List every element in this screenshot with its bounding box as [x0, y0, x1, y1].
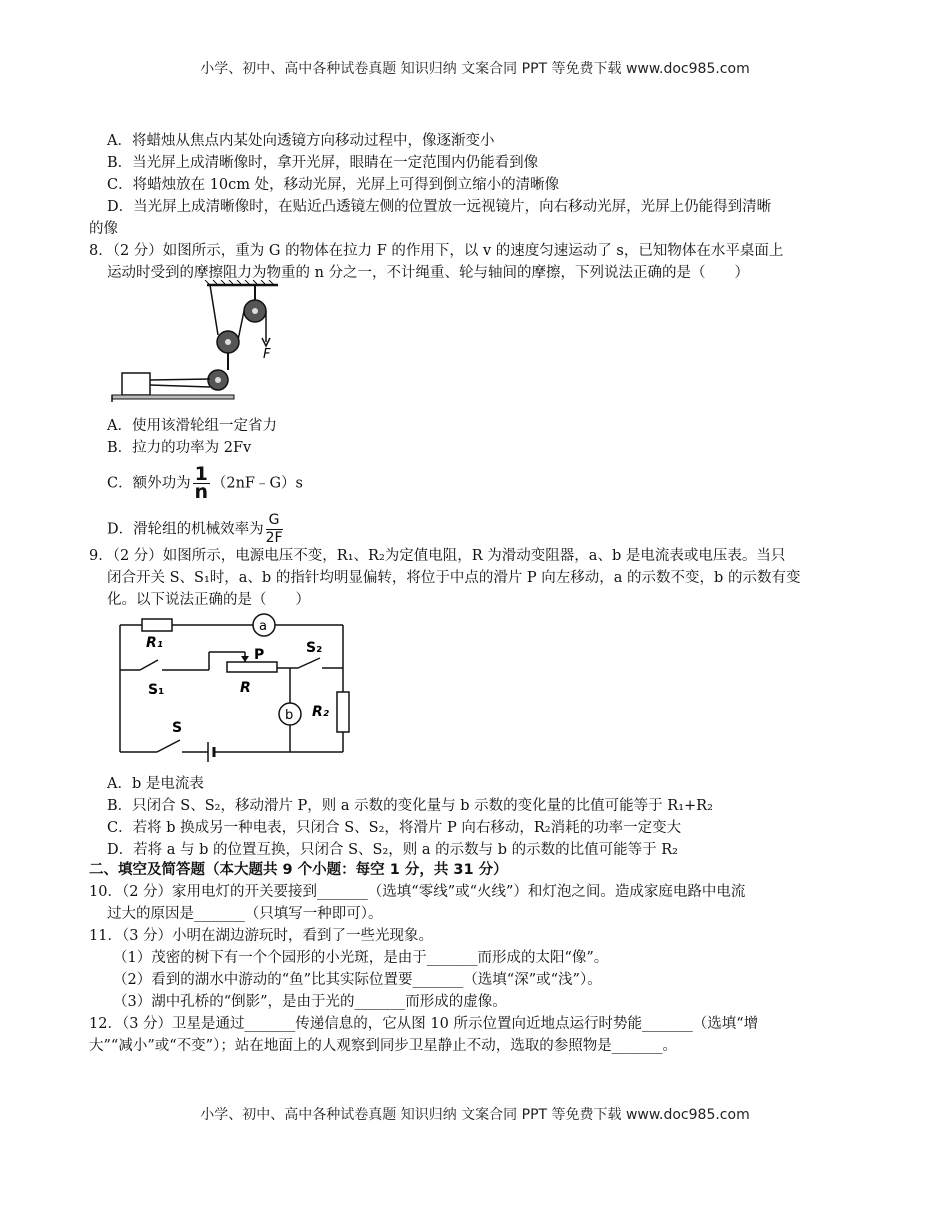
q10-line-1: 10．（2 分）家用电灯的开关要接到_______（选填“零线”或“火线”）和灯泡之间。造成家庭电路中电流	[89, 884, 746, 900]
q10-line-2: 过大的原因是_______（只填写一种即可）。	[107, 906, 383, 922]
q11-line-1: 11．（3 分）小明在湖边游玩时，看到了一些光现象。	[89, 928, 434, 944]
q8-c-denominator: n	[194, 481, 208, 503]
resistor-r1	[142, 619, 172, 631]
label-r2: R₂	[312, 704, 329, 720]
label-s2: S₂	[306, 640, 323, 656]
q8-option-c-suffix: （2nF﹣G）s	[211, 475, 303, 492]
q7-option-d: D．当光屏上成清晰像时，在贴近凸透镜左侧的位置放一远视镜片，向右移动光屏，光屏上仍能得到清晰	[107, 199, 772, 215]
q9-option-a: A．b 是电流表	[107, 776, 204, 792]
q8-c-numerator: 1	[194, 463, 208, 485]
q8-d-denominator: 2F	[265, 530, 283, 546]
meter-b-label: b	[285, 708, 294, 723]
q8-option-c-prefix: C．额外功为	[107, 475, 191, 492]
label-s1: S₁	[148, 682, 165, 698]
table	[112, 395, 234, 399]
q7-option-a: A．将蜡烛从焦点内某处向透镜方向移动过程中，像逐渐变小	[107, 133, 495, 149]
q7-option-d-cont: 的像	[89, 221, 118, 237]
q8-option-d-fraction	[266, 512, 283, 547]
q7-option-c: C．将蜡烛放在 10cm 处，移动光屏，光屏上可得到倒立缩小的清晰像	[107, 177, 560, 193]
switch-s2	[298, 658, 320, 668]
block	[122, 373, 150, 395]
force-label: F	[263, 347, 271, 362]
label-s: S	[172, 720, 183, 736]
q9-stem-cont: 闭合开关 S、S₁时，a、b 的指针均明显偏转，将位于中点的滑片 P 向左移动，a 的示数不变，b 的示数有变	[107, 570, 801, 586]
q12-line-1: 12．（3 分）卫星是通过_______传递信息的，它从图 10 所示位置向近地点运行时势能_______（选填“增	[89, 1016, 759, 1032]
q11-line-2: （1）茂密的树下有一个个园形的小光斑，是由于_______而形成的太阳“像”。	[113, 950, 609, 966]
q9-option-c: C．若将 b 换成另一种电表，只闭合 S、S₂，将滑片 P 向右移动，R₂消耗的功率一定变大	[107, 820, 682, 836]
q8-stem: 8．（2 分）如图所示，重为 G 的物体在拉力 F 的作用下，以 v 的速度匀速运动了 s，已知物体在水平桌面上	[89, 243, 784, 259]
q9-option-b: B．只闭合 S、S₂，移动滑片 P，则 a 示数的变化量与 b 示数的变化量的比值可能等于 R₁+R₂	[107, 798, 713, 814]
q8-option-d	[107, 512, 285, 547]
q9-stem: 9．（2 分）如图所示，电源电压不变，R₁、R₂为定值电阻，R 为滑动变阻器，a、b 是电流表或电压表。当只	[89, 548, 786, 564]
page-footer: 小学、初中、高中各种试卷真题 知识归纳 文案合同 PPT 等免费下载 www.doc985.com	[200, 1107, 750, 1123]
q9-option-d: D．若将 a 与 b 的位置互换，只闭合 S、S₂，则 a 的示数与 b 的示数的比值可能等于 R₂	[107, 842, 678, 858]
switch-s1	[140, 660, 158, 670]
q12-line-2: 大”“减小”或“不变”）；站在地面上的人观察到同步卫星静止不动，选取的参照物是_______。	[89, 1038, 678, 1054]
meter-a-label: a	[259, 619, 267, 634]
label-r: R	[240, 680, 251, 696]
q8-option-d-prefix: D．滑轮组的机械效率为	[107, 521, 264, 538]
q11-line-4: （3）湖中孔桥的“倒影”，是由于光的_______而形成的虚像。	[113, 994, 507, 1010]
switch-s	[157, 740, 180, 752]
q8-option-a: A．使用该滑轮组一定省力	[107, 418, 277, 434]
rheostat-r	[227, 662, 277, 672]
q8-option-c	[107, 463, 303, 503]
q8-stem-cont: 运动时受到的摩擦阻力为物重的 n 分之一，不计绳重、轮与轴间的摩擦，下列说法正确的是（ ）	[107, 265, 750, 281]
section-2-title: 二、填空及简答题（本大题共 9 个小题：每空 1 分，共 31 分）	[89, 862, 508, 878]
label-p: P	[254, 647, 265, 663]
label-r1: R₁	[146, 635, 163, 651]
q8-option-b: B．拉力的功率为 2Fv	[107, 440, 252, 456]
resistor-r2	[337, 692, 349, 732]
circuit-figure	[112, 612, 352, 764]
q11-line-3: （2）看到的湖水中游动的“鱼”比其实际位置要_______（选填“深”或“浅”）。	[113, 972, 602, 988]
q8-d-numerator: G	[266, 512, 283, 530]
q7-option-b: B．当光屏上成清晰像时，拿开光屏，眼睛在一定范围内仍能看到像	[107, 155, 539, 171]
q8-option-c-fraction	[193, 463, 210, 503]
page-header: 小学、初中、高中各种试卷真题 知识归纳 文案合同 PPT 等免费下载 www.doc985.com	[200, 61, 750, 77]
pulley-figure	[110, 280, 300, 402]
slider-p	[241, 656, 249, 662]
q9-stem-cont2: 化。以下说法正确的是（ ）	[107, 592, 310, 608]
